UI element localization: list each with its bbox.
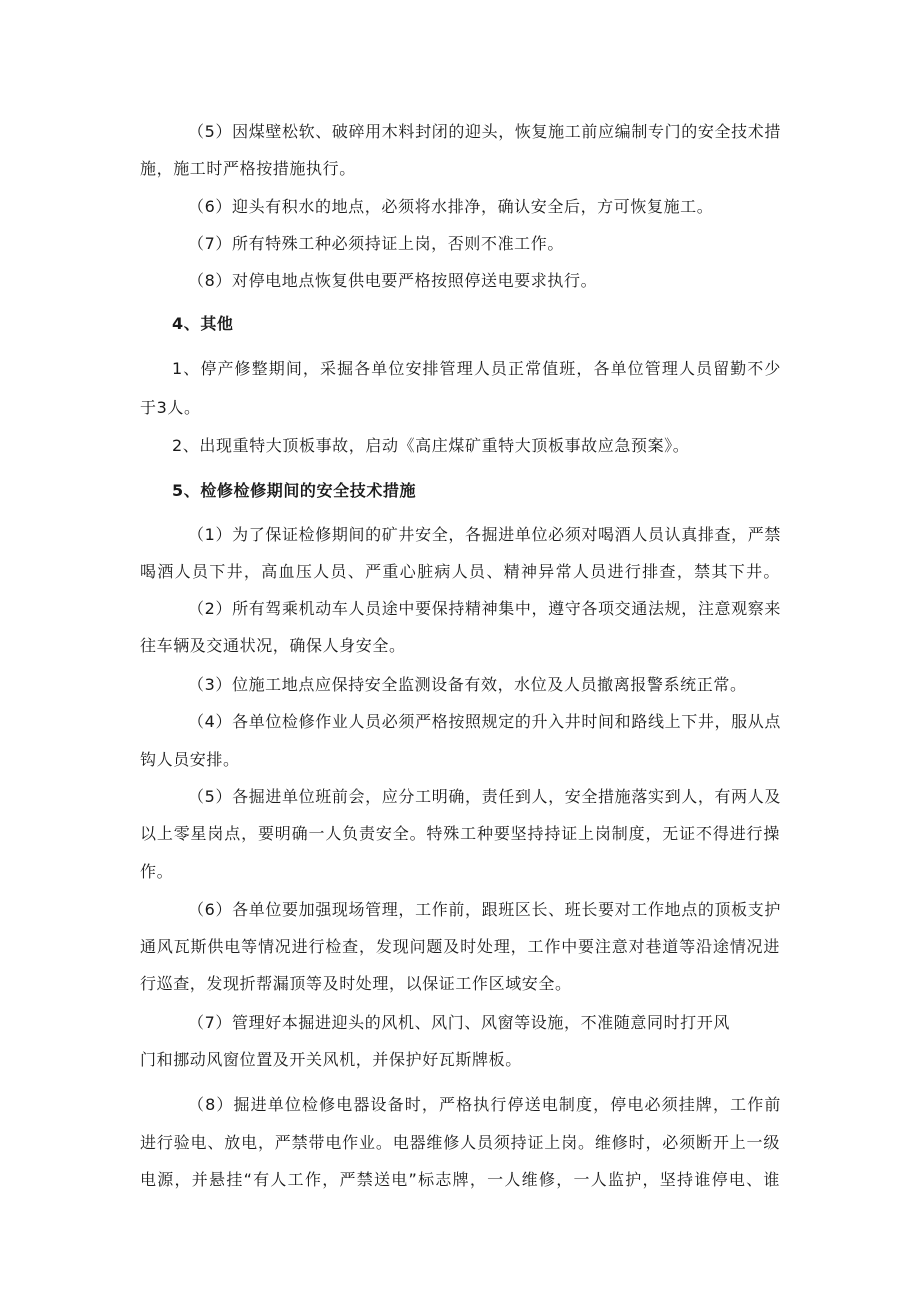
paragraph-line: （7）所有特殊工种必须持证上岗，否则不准工作。 [188, 234, 564, 253]
paragraph-line: （5）各掘进单位班前会，应分工明确，责任到人，安全措施落实到人，有两人及 [188, 787, 781, 806]
paragraph-line: （8）掘进单位检修电器设备时，严格执行停送电制度，停电必须挂牌，工作前 [188, 1095, 781, 1114]
section-heading: 4、其他 [172, 314, 234, 333]
paragraph-line: （8）对停电地点恢复供电要严格按照停送电要求执行。 [188, 271, 598, 290]
paragraph-line: 电源，并悬挂“有人工作，严禁送电”标志牌，一人维修，一人监护，坚持谁停电、谁 [140, 1170, 780, 1189]
paragraph-line: 喝酒人员下井，高血压人员、严重心脏病人员、精神异常人员进行排查，禁其下井。 [140, 562, 780, 581]
paragraph-line: 于3人。 [140, 398, 201, 417]
paragraph-line: （7）管理好本掘进迎头的风机、风门、风窗等设施，不准随意同时打开风 [188, 1013, 730, 1032]
paragraph-line: （3）位施工地点应保持安全监测设备有效，水位及人员撤离报警系统正常。 [188, 675, 747, 694]
paragraph-line: 1、停产修整期间，采掘各单位安排管理人员正常值班，各单位管理人员留勤不少 [172, 359, 781, 378]
paragraph-line: 门和挪动风窗位置及开关风机，并保护好瓦斯牌板。 [140, 1050, 522, 1069]
paragraph-line: （6）各单位要加强现场管理，工作前，跟班区长、班长要对工作地点的顶板支护 [188, 900, 781, 919]
paragraph-line: 钩人员安排。 [140, 750, 240, 769]
paragraph-line: （1）为了保证检修期间的矿井安全，各掘进单位必须对喝酒人员认真排查，严禁 [188, 525, 781, 544]
paragraph-line: 作。 [140, 862, 174, 881]
paragraph-line: 进行验电、放电，严禁带电作业。电器维修人员须持证上岗。维修时，必须断开上一级 [140, 1133, 780, 1152]
paragraph-line: （5）因煤壁松软、破碎用木料封闭的迎头，恢复施工前应编制专门的安全技术措 [188, 122, 781, 141]
paragraph-line: 往车辆及交通状况，确保人身安全。 [140, 636, 406, 655]
section-heading: 5、检修检修期间的安全技术措施 [172, 481, 417, 500]
paragraph-line: 2、出现重特大顶板事故，启动《高庄煤矿重特大顶板事故应急预案》。 [172, 436, 690, 455]
paragraph-line: 行巡查，发现折帮漏顶等及时处理，以保证工作区域安全。 [140, 974, 572, 993]
paragraph-line: 施，施工时严格按措施执行。 [140, 159, 356, 178]
paragraph-line: 通风瓦斯供电等情况进行检查，发现问题及时处理，工作中要注意对巷道等沿途情况进 [140, 937, 780, 956]
paragraph-line: 以上零星岗点，要明确一人负责安全。特殊工种要坚持持证上岗制度，无证不得进行操 [140, 824, 780, 843]
paragraph-line: （2）所有驾乘机动车人员途中要保持精神集中，遵守各项交通法规，注意观察来 [188, 599, 781, 618]
paragraph-line: （6）迎头有积水的地点，必须将水排净，确认安全后，方可恢复施工。 [188, 197, 714, 216]
paragraph-line: （4）各单位检修作业人员必须严格按照规定的升入井时间和路线上下井，服从点 [188, 712, 781, 731]
